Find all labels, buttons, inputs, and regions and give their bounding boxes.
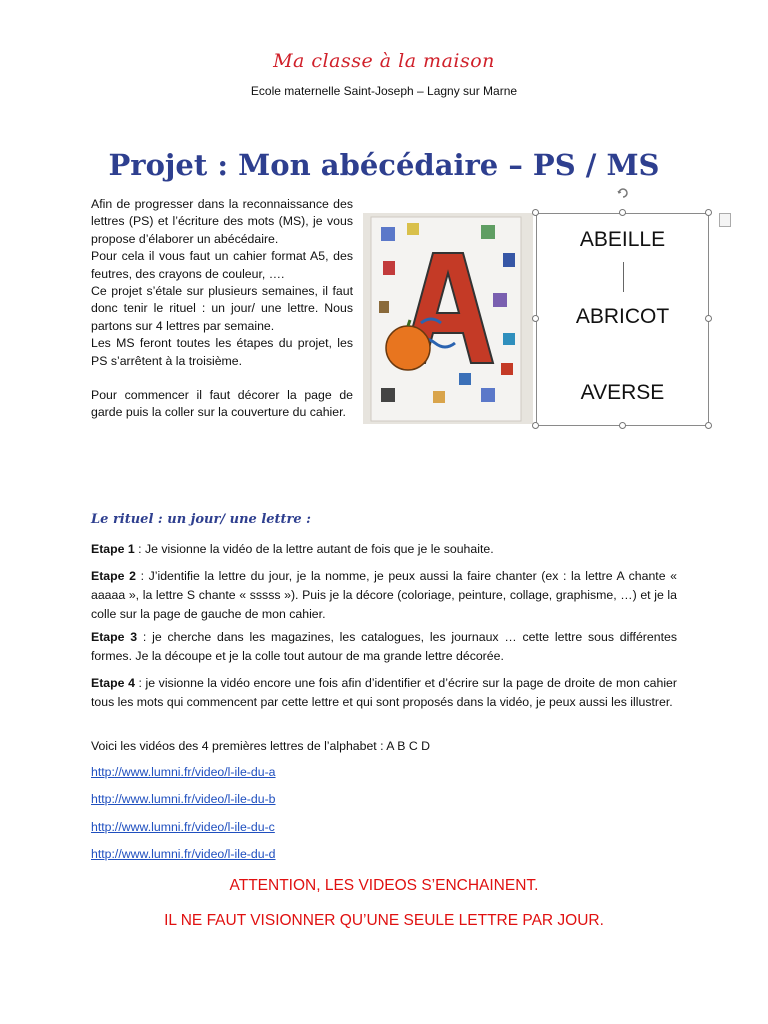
video-link-c[interactable]: http://www.lumni.fr/video/l-ile-du-c <box>91 820 275 834</box>
step-3 <box>91 628 677 666</box>
letter-a-photo <box>363 213 533 424</box>
divider <box>623 262 624 292</box>
section-title: Le rituel : un jour/ une lettre : <box>91 512 311 527</box>
warning-line-2: IL NE FAUT VISIONNER QU’UNE SEULE LETTRE PAR JOUR. <box>164 912 604 929</box>
school-name: Ecole maternelle Saint-Joseph – Lagny sur Marne <box>250 84 518 98</box>
step-2 <box>91 567 677 624</box>
step-text: : je cherche dans les magazines, les catalogues, les journaux … cette lettre sous différentes formes. Je la découpe et je la colle tout autour de ma grande lettre décorée. <box>91 630 677 663</box>
intro-paragraph: Ce projet s’étale sur plusieurs semaines, il faut donc tenir le rituel : un jour/ une lettre. Nous partons sur 4 lettres par semaine. <box>91 284 353 333</box>
step-1 <box>91 540 677 559</box>
step-text: : Je visionne la vidéo de la lettre autant de fois que je le souhaite. <box>134 542 494 556</box>
resize-handle[interactable] <box>532 422 539 429</box>
video-link-d[interactable]: http://www.lumni.fr/video/l-ile-du-d <box>91 847 276 861</box>
resize-handle[interactable] <box>705 422 712 429</box>
step-label: Etape 3 <box>91 630 138 644</box>
intro-paragraph: Pour commencer il faut décorer la page de garde puis la coller sur la couverture du cahier. <box>91 388 353 420</box>
step-text: : J’identifie la lettre du jour, je la nomme, je peux aussi la faire chanter (ex : la lettre A chante « aaaaa », la lettre S chante « sssss »). Puis je la décore (coloriage, peinture, collage, graphisme, …) et je la colle sur la page de gauche de mon cahier. <box>91 569 677 621</box>
example-word: ABEILLE <box>579 228 666 251</box>
resize-handle[interactable] <box>532 315 539 322</box>
example-words-box <box>536 213 709 426</box>
step-label: Etape 1 <box>91 542 135 556</box>
resize-handle[interactable] <box>705 209 712 216</box>
resize-handle[interactable] <box>532 209 539 216</box>
video-link-a[interactable]: http://www.lumni.fr/video/l-ile-du-a <box>91 765 276 779</box>
step-4 <box>91 674 677 712</box>
example-word: ABRICOT <box>575 305 670 328</box>
step-label: Etape 4 <box>91 676 135 690</box>
letter-a-drawing <box>363 213 533 424</box>
rotate-handle-icon[interactable] <box>617 186 629 198</box>
intro-paragraph: Afin de progresser dans la reconnaissance des lettres (PS) et l’écriture des mots (MS), je vous propose d’élaborer un abécédaire. <box>91 197 353 246</box>
header-title: Ma classe à la maison <box>273 50 495 72</box>
video-link-b[interactable]: http://www.lumni.fr/video/l-ile-du-b <box>91 792 276 806</box>
videos-intro: Voici les vidéos des 4 premières lettres de l’alphabet : A B C D <box>91 739 431 753</box>
intro-paragraph: Les MS feront toutes les étapes du projet, les PS s’arrêtent à la troisième. <box>91 336 353 368</box>
layout-options-icon[interactable] <box>719 213 731 227</box>
step-label: Etape 2 <box>91 569 136 583</box>
intro-paragraph: Pour cela il vous faut un cahier format A5, des feutres, des crayons de couleur, …. <box>91 249 353 281</box>
warning-line-1: ATTENTION, LES VIDEOS S’ENCHAINENT. <box>229 877 539 894</box>
page-title: Projet : Mon abécédaire – PS / MS <box>108 148 660 182</box>
example-word: AVERSE <box>580 381 665 404</box>
intro-text <box>91 196 353 422</box>
resize-handle[interactable] <box>619 422 626 429</box>
resize-handle[interactable] <box>705 315 712 322</box>
step-text: : je visionne la vidéo encore une fois afin d’identifier et d’écrire sur la page de droite de mon cahier tous les mots qui commencent par cette lettre et qui sont proposés dans la vidéo, je peux aussi les illustrer. <box>91 676 677 709</box>
resize-handle[interactable] <box>619 209 626 216</box>
